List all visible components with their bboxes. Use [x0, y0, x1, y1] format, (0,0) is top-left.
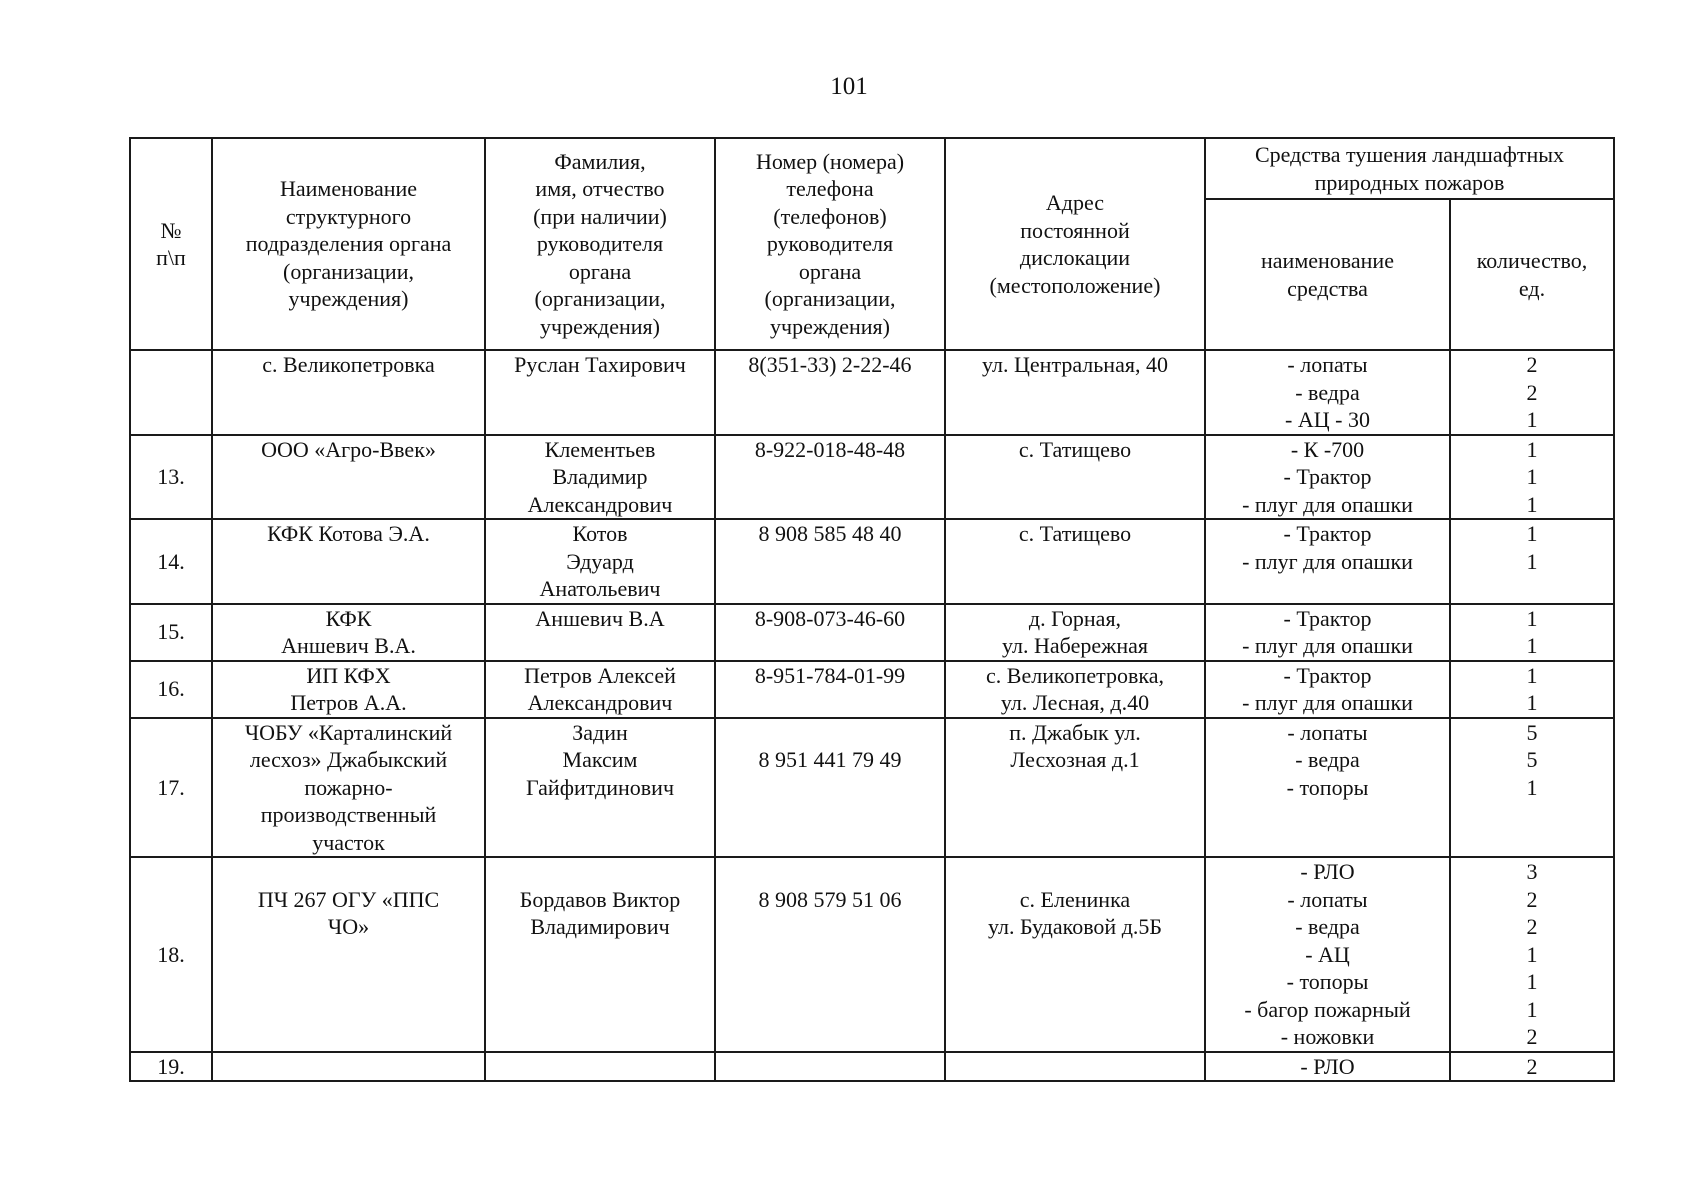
row-number: 17. [130, 718, 212, 858]
unit-name-cell-line [215, 858, 482, 886]
head-person-cell-line: Владимирович [530, 914, 670, 939]
equipment-cell [1205, 857, 1450, 1052]
address-cell-line: п. Джабык ул. [1009, 719, 1141, 745]
header-line: руководителя [536, 231, 664, 257]
header-means-name [1205, 199, 1450, 350]
table-body [130, 350, 1614, 1081]
quantity-cell-line: 1 [1526, 407, 1538, 432]
header-line: структурного [285, 203, 412, 229]
header-line: (организации, [534, 286, 666, 312]
equipment-cell-line: - лопаты [1287, 886, 1368, 912]
table-row [130, 1052, 1614, 1082]
equipment-cell-line: - Трактор [1283, 662, 1372, 688]
header-line: Средства тушения ландшафтных [1254, 142, 1565, 167]
header-line: органа [568, 258, 632, 284]
table-row [130, 718, 1614, 858]
table-row [130, 435, 1614, 520]
header-line: п\п [156, 245, 186, 270]
head-person-cell [485, 1052, 715, 1082]
header-line: учреждения) [288, 286, 409, 312]
table-row [130, 661, 1614, 718]
header-line: Наименование [279, 176, 418, 202]
unit-name-cell-line: лесхоз» Джабыкский [249, 747, 448, 772]
header-address [945, 138, 1205, 350]
header-num [130, 138, 212, 350]
page-number: 101 [830, 73, 868, 100]
address-cell-line: ул. Лесная, д.40 [1000, 690, 1150, 715]
equipment-cell-line: - РЛО [1300, 859, 1355, 884]
unit-name-cell [212, 661, 485, 718]
fire-equipment-table [129, 137, 1615, 1082]
head-person-cell-line: Владимир [552, 464, 648, 489]
unit-name-cell-line: ЧО» [327, 914, 370, 939]
phone-cell [715, 718, 945, 858]
head-person-cell [485, 350, 715, 435]
header-line: учреждения) [540, 313, 660, 339]
equipment-cell-line: - топоры [1286, 774, 1369, 800]
head-person-cell-line: Анатольевич [539, 576, 661, 601]
equipment-cell-line: - топоры [1286, 969, 1369, 994]
head-person-cell-line: Петров Алексей [524, 662, 676, 688]
address-cell [945, 350, 1205, 435]
head-person-cell-line [488, 858, 712, 886]
header-line: (телефонов) [773, 203, 887, 229]
phone-cell-line: 8(351-33) 2-22-46 [748, 352, 912, 377]
address-cell-line: с. Великопетровка, [986, 662, 1164, 688]
row-number: 19. [130, 1052, 212, 1082]
quantity-cell-line: 1 [1526, 690, 1538, 715]
unit-name-cell-line: производственный [260, 802, 437, 827]
address-cell-line: ул. Центральная, 40 [982, 352, 1168, 377]
head-person-cell-line: Бордавов Виктор [519, 886, 681, 912]
phone-cell-line [718, 1053, 942, 1081]
equipment-cell [1205, 1052, 1450, 1082]
equipment-cell-line: - ведра [1295, 747, 1360, 772]
equipment-cell-line: - плуг для опашки [1242, 548, 1413, 574]
row-number: 15. [130, 604, 212, 661]
address-cell-line: с. Татищево [1018, 521, 1132, 546]
equipment-cell-line: - ведра [1295, 914, 1360, 939]
quantity-cell [1450, 604, 1614, 661]
header-head-person [485, 138, 715, 350]
unit-name-cell-line: ЧОБУ «Карталинский [244, 719, 453, 745]
header-unit-name [212, 138, 485, 350]
quantity-cell-line: 2 [1526, 352, 1538, 377]
equipment-cell-line: - плуг для опашки [1242, 491, 1413, 517]
equipment-cell-line: - плуг для опашки [1242, 690, 1413, 715]
quantity-cell [1450, 519, 1614, 604]
phone-cell-line: 8-951-784-01-99 [754, 662, 906, 688]
unit-name-cell [212, 435, 485, 520]
header-line: природных пожаров [1314, 169, 1505, 195]
address-cell-line: с. Татищево [1018, 436, 1132, 462]
quantity-cell [1450, 435, 1614, 520]
phone-cell [715, 435, 945, 520]
address-cell [945, 435, 1205, 520]
phone-cell-line [718, 858, 942, 886]
head-person-cell [485, 604, 715, 661]
unit-name-cell [212, 350, 485, 435]
table-row [130, 519, 1614, 604]
quantity-cell-line: 1 [1526, 941, 1538, 967]
unit-name-cell-line: пожарно- [304, 774, 393, 800]
equipment-cell-line: - ножовки [1280, 1024, 1375, 1049]
unit-name-cell [212, 519, 485, 604]
header-line: органа [798, 258, 862, 284]
quantity-cell-line: 2 [1526, 379, 1538, 405]
quantity-cell-line: 1 [1526, 996, 1538, 1022]
phone-cell-line: 8-922-018-48-48 [754, 436, 906, 462]
head-person-cell-line: Гайфитдинович [525, 774, 675, 800]
unit-name-cell-line: с. Великопетровка [262, 352, 435, 377]
head-person-cell-line: Александрович [527, 491, 673, 517]
quantity-cell-line: 1 [1526, 521, 1538, 546]
quantity-cell-line: 1 [1526, 436, 1538, 462]
quantity-cell-line: 5 [1526, 747, 1538, 772]
unit-name-cell [212, 1052, 485, 1082]
head-person-cell-line: Клементьев [544, 436, 656, 462]
head-person-cell [485, 661, 715, 718]
phone-cell [715, 1052, 945, 1082]
head-person-cell-line: Александрович [527, 690, 673, 715]
phone-cell-line: 8 908 585 48 40 [758, 521, 902, 546]
header-means-qty [1450, 199, 1614, 350]
equipment-cell [1205, 519, 1450, 604]
unit-name-cell-line [215, 1053, 482, 1081]
equipment-cell-line: - РЛО [1300, 1053, 1355, 1079]
equipment-cell-line: - Трактор [1283, 521, 1372, 546]
quantity-cell-line: 1 [1526, 662, 1538, 688]
equipment-cell [1205, 350, 1450, 435]
quantity-cell-line: 5 [1526, 719, 1538, 745]
row-number: 13. [130, 435, 212, 520]
header-line: Фамилия, [554, 148, 646, 174]
head-person-cell [485, 519, 715, 604]
header-means-group [1205, 138, 1614, 199]
header-line: количество, [1476, 248, 1588, 273]
head-person-cell [485, 857, 715, 1052]
phone-cell [715, 350, 945, 435]
header-line: учреждения) [770, 313, 890, 339]
phone-cell [715, 604, 945, 661]
quantity-cell [1450, 857, 1614, 1052]
unit-name-cell [212, 604, 485, 661]
address-cell [945, 718, 1205, 858]
head-person-cell-line: Котов [572, 521, 628, 546]
header-line: ед. [1518, 275, 1546, 301]
head-person-cell-line: Аншевич В.А [535, 605, 665, 631]
header-line: № [160, 217, 182, 243]
quantity-cell-line: 3 [1526, 859, 1538, 884]
head-person-cell [485, 718, 715, 858]
header-line: телефона [786, 176, 874, 202]
unit-name-cell-line: Аншевич В.А. [281, 633, 416, 658]
quantity-cell-line: 1 [1526, 548, 1538, 574]
phone-cell [715, 857, 945, 1052]
header-line: (при наличии) [533, 203, 667, 229]
phone-cell [715, 661, 945, 718]
unit-name-cell-line: ПЧ 267 ОГУ «ППС [257, 886, 440, 912]
equipment-cell [1205, 435, 1450, 520]
quantity-cell-line: 1 [1526, 969, 1538, 994]
phone-cell-line: 8 908 579 51 06 [758, 886, 902, 912]
head-person-cell-line: Эдуард [566, 548, 634, 574]
table-row [130, 350, 1614, 435]
address-cell-line [948, 858, 1202, 886]
unit-name-cell-line: Петров А.А. [290, 690, 407, 715]
quantity-cell [1450, 718, 1614, 858]
quantity-cell-line: 1 [1526, 633, 1538, 658]
equipment-cell-line: - ведра [1295, 379, 1360, 405]
equipment-cell [1205, 604, 1450, 661]
quantity-cell [1450, 1052, 1614, 1082]
row-number: 16. [130, 661, 212, 718]
address-cell-line: д. Горная, [1028, 605, 1122, 631]
head-person-cell-line [488, 1053, 712, 1081]
head-person-cell-line: Максим [562, 747, 638, 772]
header-line: постоянной [1020, 217, 1130, 243]
equipment-cell-line: - Трактор [1283, 605, 1372, 631]
equipment-cell-line: - лопаты [1287, 352, 1368, 377]
header-line: имя, отчество [535, 176, 665, 202]
head-person-cell-line: Руслан Тахирович [514, 352, 686, 377]
quantity-cell-line: 1 [1526, 491, 1538, 517]
header-line: Номер (номера) [755, 148, 905, 174]
address-cell-line [948, 1053, 1202, 1081]
header-phone [715, 138, 945, 350]
table-row [130, 604, 1614, 661]
header-line: наименование [1261, 248, 1394, 273]
equipment-cell-line: - лопаты [1287, 719, 1368, 745]
header-line: средства [1287, 275, 1368, 301]
quantity-cell-line: 2 [1526, 914, 1538, 939]
equipment-cell [1205, 718, 1450, 858]
header-line: дислокации [1019, 245, 1131, 270]
quantity-cell-line: 2 [1526, 1053, 1538, 1079]
address-cell [945, 1052, 1205, 1082]
head-person-cell [485, 435, 715, 520]
row-number: 18. [130, 857, 212, 1052]
unit-name-cell [212, 718, 485, 858]
phone-cell-line: 8-908-073-46-60 [754, 605, 906, 631]
unit-name-cell-line: КФК [325, 605, 372, 631]
header-line: руководителя [766, 231, 894, 257]
equipment-cell-line: - АЦ - 30 [1285, 407, 1370, 432]
quantity-cell-line: 2 [1526, 886, 1538, 912]
header-line: (местоположение) [989, 272, 1161, 298]
equipment-cell-line: - багор пожарный [1244, 996, 1411, 1022]
row-number [130, 350, 212, 435]
row-number: 14. [130, 519, 212, 604]
address-cell-line: ул. Будаковой д.5Б [987, 914, 1163, 939]
unit-name-cell-line: ООО «Агро-Ввек» [261, 436, 436, 462]
quantity-cell-line: 2 [1526, 1024, 1538, 1049]
unit-name-cell [212, 857, 485, 1052]
quantity-cell [1450, 661, 1614, 718]
header-line: (организации, [283, 258, 414, 284]
unit-name-cell-line: участок [312, 829, 385, 855]
address-cell-line: с. Еленинка [1019, 886, 1131, 912]
header-line: (организации, [764, 286, 896, 312]
quantity-cell-line: 1 [1526, 605, 1538, 631]
equipment-cell [1205, 661, 1450, 718]
unit-name-cell-line: КФК Котова Э.А. [267, 521, 430, 546]
header-line: Адрес [1045, 190, 1105, 215]
quantity-cell-line: 1 [1526, 464, 1538, 489]
phone-cell-line: 8 951 441 79 49 [758, 747, 902, 772]
address-cell-line: ул. Набережная [1002, 633, 1148, 658]
equipment-cell-line: - АЦ [1305, 941, 1350, 967]
head-person-cell-line: Задин [572, 719, 628, 745]
phone-cell [715, 519, 945, 604]
equipment-cell-line: - плуг для опашки [1242, 633, 1413, 658]
phone-cell-line [718, 719, 942, 747]
address-cell [945, 661, 1205, 718]
header-line: подразделения органа [245, 231, 452, 257]
quantity-cell-line: 1 [1526, 774, 1538, 800]
unit-name-cell-line: ИП КФХ [306, 662, 391, 688]
table-row [130, 857, 1614, 1052]
address-cell [945, 857, 1205, 1052]
address-cell [945, 519, 1205, 604]
quantity-cell [1450, 350, 1614, 435]
address-cell [945, 604, 1205, 661]
address-cell-line: Лесхозная д.1 [1010, 747, 1140, 772]
equipment-cell-line: - К -700 [1290, 436, 1365, 462]
equipment-cell-line: - Трактор [1283, 464, 1372, 489]
